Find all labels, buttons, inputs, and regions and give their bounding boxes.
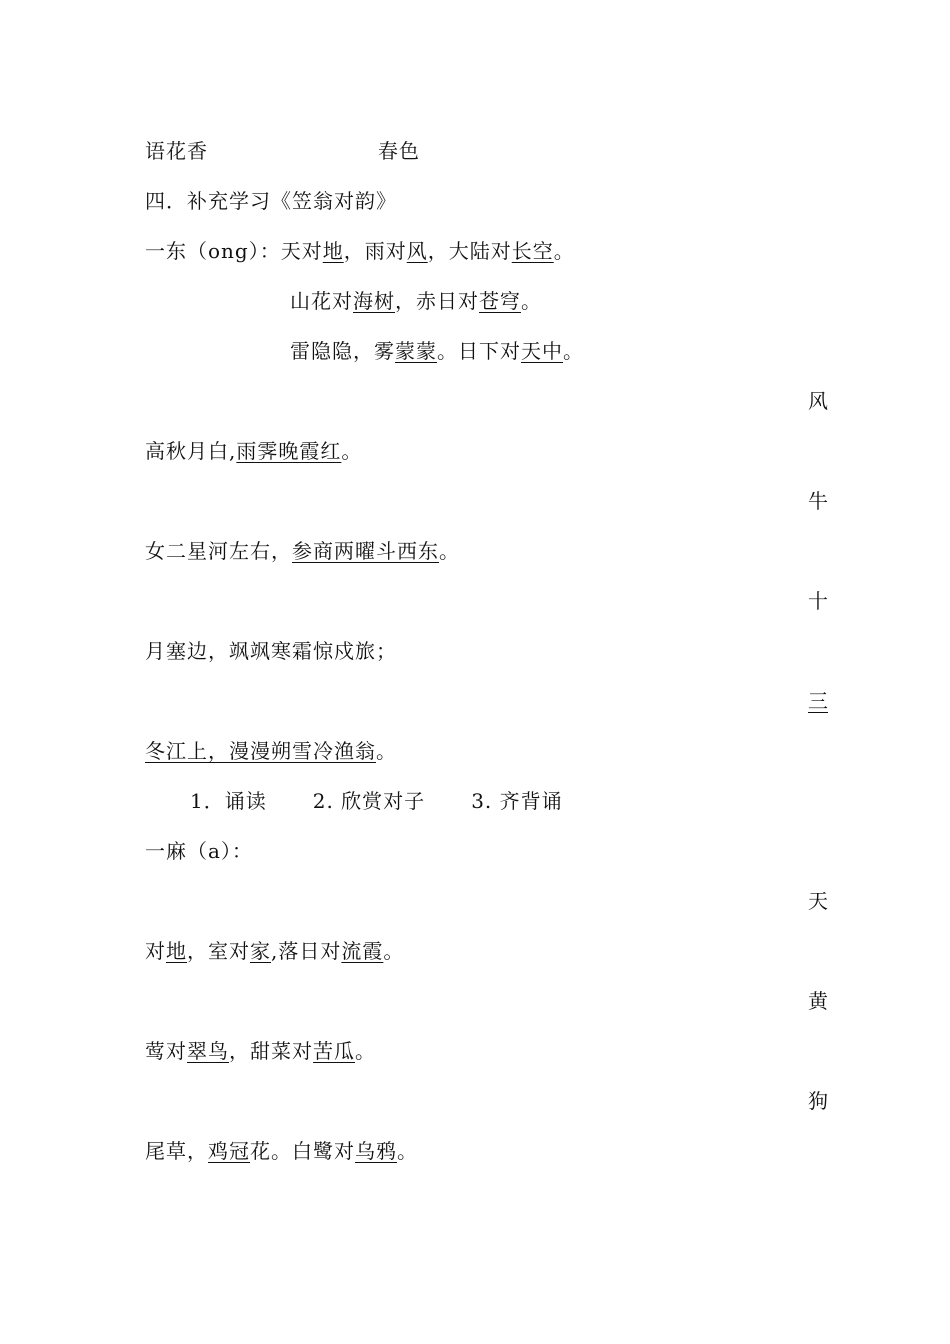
- text-fragment: 。: [341, 439, 363, 463]
- text-fragment: 春色: [378, 139, 420, 163]
- task-item: 3. 齐背诵: [471, 789, 563, 813]
- margin-char: 狗: [808, 1089, 828, 1113]
- text-line: [145, 1138, 418, 1164]
- underlined-answer: 乌鸦: [355, 1139, 397, 1163]
- underlined-answer: 风: [406, 239, 428, 263]
- text-fragment: 。: [376, 739, 397, 763]
- text-fragment: 尾草，: [145, 1139, 208, 1163]
- text-fragment: 。: [439, 539, 460, 563]
- text-fragment: 对: [145, 939, 166, 963]
- underlined-answer: 地: [166, 939, 187, 963]
- text-fragment: ，雨对: [343, 239, 407, 263]
- margin-char: 天: [808, 889, 828, 913]
- text-fragment: 语花香: [145, 139, 208, 163]
- text-fragment: ，赤日对: [395, 289, 479, 313]
- underlined-answer: 流霞: [341, 939, 384, 963]
- text-fragment: 一东（ong）：天对: [145, 239, 323, 263]
- text-fragment: 高秋月白,: [145, 439, 237, 463]
- underlined-answer: 翠鸟: [187, 1039, 229, 1063]
- underlined-answer: 三: [808, 689, 828, 713]
- text-fragment: 。: [355, 1039, 376, 1063]
- text-fragment: 。: [563, 339, 584, 363]
- margin-char: 黄: [808, 989, 828, 1013]
- text-fragment: ，大陆对: [427, 239, 512, 263]
- text-fragment: 。: [383, 939, 405, 963]
- underlined-answer: 雨霁晚霞红: [236, 439, 342, 463]
- text-fragment: 雷隐隐，雾: [290, 339, 395, 363]
- text-fragment: 。: [521, 289, 542, 313]
- underlined-answer: 长空: [511, 239, 554, 263]
- margin-char: 牛: [808, 489, 828, 513]
- underlined-answer: 苍穹: [479, 289, 521, 313]
- text-line: [145, 238, 575, 264]
- task-item: 2. 欣赏对子: [312, 789, 426, 813]
- underlined-answer: 家: [250, 939, 271, 963]
- underlined-answer: 冬江上，漫漫朔雪冷渔翁: [145, 739, 376, 763]
- task-list: [190, 788, 563, 814]
- underlined-answer: 参商两曜斗西东: [292, 539, 439, 563]
- text-fragment: ，甜菜对: [229, 1039, 313, 1063]
- text-fragment: 。日下对: [437, 339, 521, 363]
- text-fragment: 。: [397, 1139, 418, 1163]
- text-fragment: 。: [553, 239, 575, 263]
- text-line: [145, 438, 362, 464]
- text-line: [290, 338, 584, 364]
- margin-char: 风: [808, 389, 828, 413]
- underlined-answer: 鸡冠: [208, 1139, 250, 1163]
- text-fragment: 女二星河左右，: [145, 539, 292, 563]
- task-item: 1．诵读: [190, 789, 267, 813]
- section-heading: 一麻（a）：: [145, 839, 253, 863]
- text-fragment: ,落日对: [271, 939, 342, 963]
- text-line: [145, 938, 404, 964]
- text-fragment: 莺对: [145, 1039, 187, 1063]
- text-line: [145, 738, 397, 764]
- text-line: [145, 1038, 376, 1064]
- text-line: 月塞边，飒飒寒霜惊戍旅；: [145, 639, 397, 663]
- underlined-answer: 地: [322, 239, 344, 263]
- text-fragment: ，室对: [187, 939, 250, 963]
- margin-char: 十: [808, 589, 828, 613]
- text-fragment: 花。白鹭对: [250, 1139, 355, 1163]
- underlined-answer: 苦瓜: [313, 1039, 355, 1063]
- text-line: [145, 538, 460, 564]
- text-line: [290, 288, 542, 314]
- underlined-answer: 海树: [353, 289, 395, 313]
- underlined-answer: 蒙蒙: [395, 339, 437, 363]
- underlined-answer: 天中: [521, 339, 563, 363]
- section-heading: 四．补充学习《笠翁对韵》: [145, 189, 397, 213]
- text-fragment: 山花对: [290, 289, 353, 313]
- text-line: [145, 138, 420, 164]
- margin-char: [807, 688, 829, 714]
